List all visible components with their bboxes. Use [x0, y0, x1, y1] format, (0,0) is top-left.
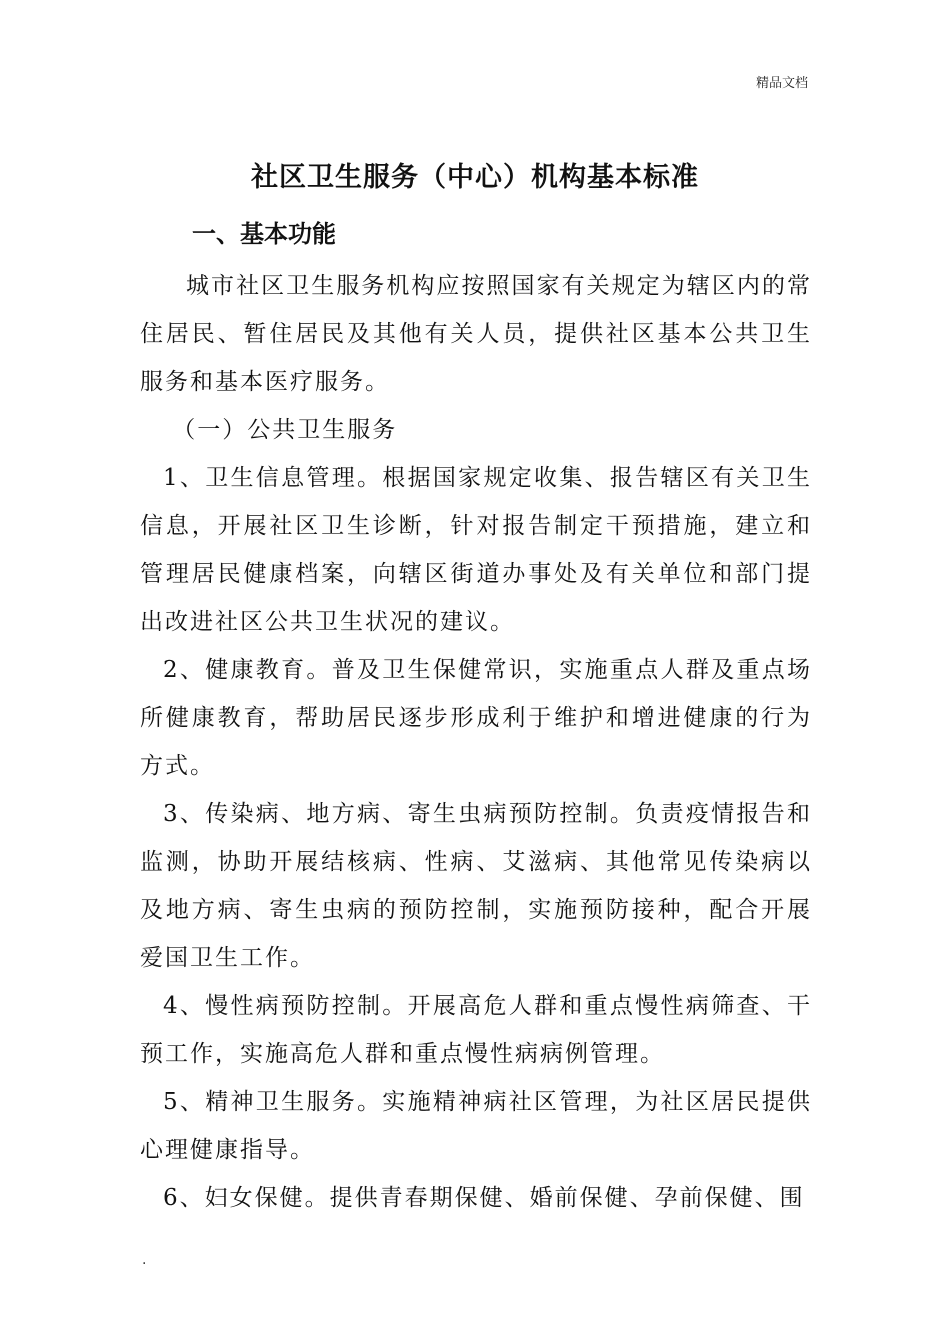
- intro-paragraph: 城市社区卫生服务机构应按照国家有关规定为辖区内的常住居民、暂住居民及其他有关人员，提供社区基本公共卫生服务和基本医疗服务。: [140, 273, 812, 395]
- list-item: 4、慢性病预防控制。开展高危人群和重点慢性病筛查、干预工作，实施高危人群和重点慢性病病例管理。: [140, 993, 812, 1067]
- sub-heading-public-health: （一）公共卫生服务: [172, 417, 398, 443]
- list-item: 6、妇女保健。提供青春期保健、婚前保健、孕前保健、围: [163, 1185, 805, 1211]
- document-title: 社区卫生服务（中心）机构基本标准: [251, 162, 699, 193]
- header-tag: 精品文档: [755, 76, 808, 91]
- section-heading-basic-functions: 一、基本功能: [192, 219, 336, 248]
- list-item: 2、健康教育。普及卫生保健常识，实施重点人群及重点场所健康教育，帮助居民逐步形成利于维护和增进健康的行为方式。: [140, 657, 812, 779]
- footer-dot: .: [142, 1252, 147, 1268]
- list-item: 1、卫生信息管理。根据国家规定收集、报告辖区有关卫生信息，开展社区卫生诊断，针对报告制定干预措施，建立和管理居民健康档案，向辖区街道办事处及有关单位和部门提出改进社区公共卫生状况的建议。: [140, 465, 812, 635]
- list-item: 3、传染病、地方病、寄生虫病预防控制。负责疫情报告和监测，协助开展结核病、性病、艾滋病、其他常见传染病以及地方病、寄生虫病的预防控制，实施预防接种，配合开展爱国卫生工作。: [140, 801, 812, 971]
- document-body: [140, 262, 812, 1222]
- list-item: 5、精神卫生服务。实施精神病社区管理，为社区居民提供心理健康指导。: [140, 1089, 812, 1163]
